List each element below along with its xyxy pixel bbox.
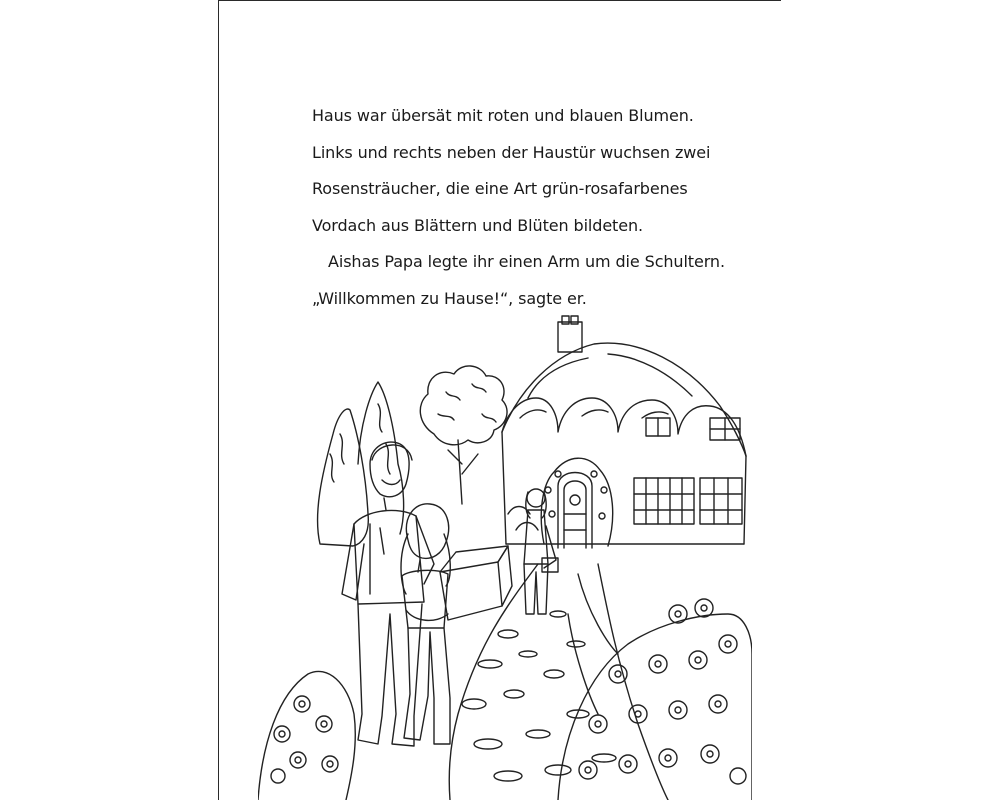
text-line-6: „Willkommen zu Hause!“, sagte er. bbox=[312, 288, 587, 308]
text-line-2: Links und rechts neben der Haustür wuchsen zwei bbox=[312, 142, 711, 162]
page-edge-left bbox=[218, 0, 219, 800]
cottage-illustration bbox=[258, 314, 752, 800]
cottage-icon bbox=[502, 316, 746, 548]
text-line-3: Rosensträucher, die eine Art grün-rosafarbenes bbox=[312, 179, 688, 198]
story-text bbox=[312, 98, 732, 317]
flowers-icon bbox=[258, 574, 752, 800]
trees-icon bbox=[318, 366, 508, 546]
text-line-4: Vordach aus Blättern und Blüten bildeten. bbox=[312, 215, 644, 235]
father-icon bbox=[342, 442, 434, 746]
text-line-5: Aishas Papa legte ihr einen Arm um die Schultern. bbox=[328, 252, 725, 271]
page-edge-top bbox=[218, 0, 781, 1]
path-icon bbox=[449, 564, 668, 800]
text-line-1: Haus war übersät mit roten und blauen Blumen. bbox=[312, 106, 694, 125]
